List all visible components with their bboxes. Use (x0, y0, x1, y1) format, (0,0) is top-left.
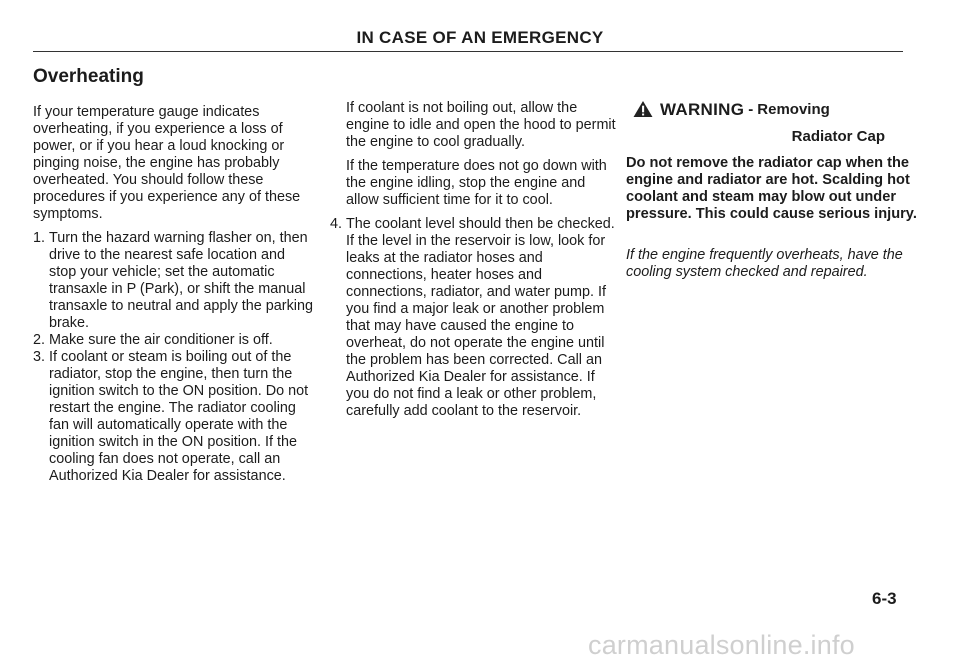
list-item (330, 216, 620, 420)
overheat-note: If the engine frequently overheats, have the cooling system checked and repaired. (626, 247, 903, 280)
warning-subject-line2: Radiator Cap (791, 128, 885, 145)
step-number: 2. (33, 332, 46, 348)
paragraph-not-boiling: If coolant is not boiling out, allow the engine to idle and open the hood to permit the engine to cool gradually. (346, 100, 616, 150)
page-header: IN CASE OF AN EMERGENCY (356, 28, 604, 47)
watermark: carmanualsonline.info (588, 630, 855, 660)
warning-separator: - (748, 100, 754, 118)
step-text: The coolant level should then be checked. If the level in the reservoir is low, look for leaks at the radiator hoses and connections, heater hoses and connections, radiator, and water pump. If you find a major leak or another problem that may have caused the engine to overheat, do not operate the engine until the problem has been corrected. Call an Authorized Kia Dealer for assistance. If you do not find a leak or other problem, carefully add coolant to the reservoir. (346, 216, 615, 419)
step-number: 1. (33, 230, 46, 246)
list-item (33, 230, 315, 332)
paragraph-temp-not-down: If the temperature does not go down with the engine idling, stop the engine and allow sufficient time for it to cool. (346, 158, 607, 208)
step-text: Make sure the air conditioner is off. (49, 332, 273, 348)
step-text: If coolant or steam is boiling out of the radiator, stop the engine, then turn the ignition switch to the ON position. Do not restart the engine. The radiator cooling fan will automatically operate with the ignition switch in the ON position. If the cooling fan does not operate, call an Authorized Kia Dealer for assistance. (49, 349, 309, 484)
section-title: Overheating (33, 66, 144, 87)
step-number: 3. (33, 349, 46, 365)
column-middle (330, 100, 620, 420)
step-text: Turn the hazard warning flasher on, then drive to the nearest safe location and stop your vehicle; set the automatic transaxle in P (Park), or shift the manual transaxle to neutral and apply the parking brake. (49, 230, 313, 331)
header-rule (33, 51, 903, 52)
warning-heading (632, 100, 921, 118)
steps-list-continued (330, 216, 620, 420)
intro-paragraph: If your temperature gauge indicates overheating, if you experience a loss of power, or if you hear a loud knocking or pinging noise, the engine has probably overheated. You should follow these procedures if you experience any of these symptoms. (33, 104, 301, 222)
warning-body: Do not remove the radiator cap when the engine and radiator are hot. Scalding hot coolant and steam may blow out under pressure. This could cause serious injury. (626, 155, 917, 222)
warning-label: WARNING (660, 99, 745, 119)
column-left (33, 66, 315, 485)
warning-subject-line1: Removing (757, 100, 830, 118)
page-number: 6-3 (872, 589, 897, 608)
column-right (626, 100, 921, 281)
warning-triangle-icon (632, 100, 654, 118)
steps-list (33, 230, 315, 485)
list-item (33, 332, 315, 349)
list-item (33, 349, 315, 485)
step-number: 4. (330, 216, 343, 232)
